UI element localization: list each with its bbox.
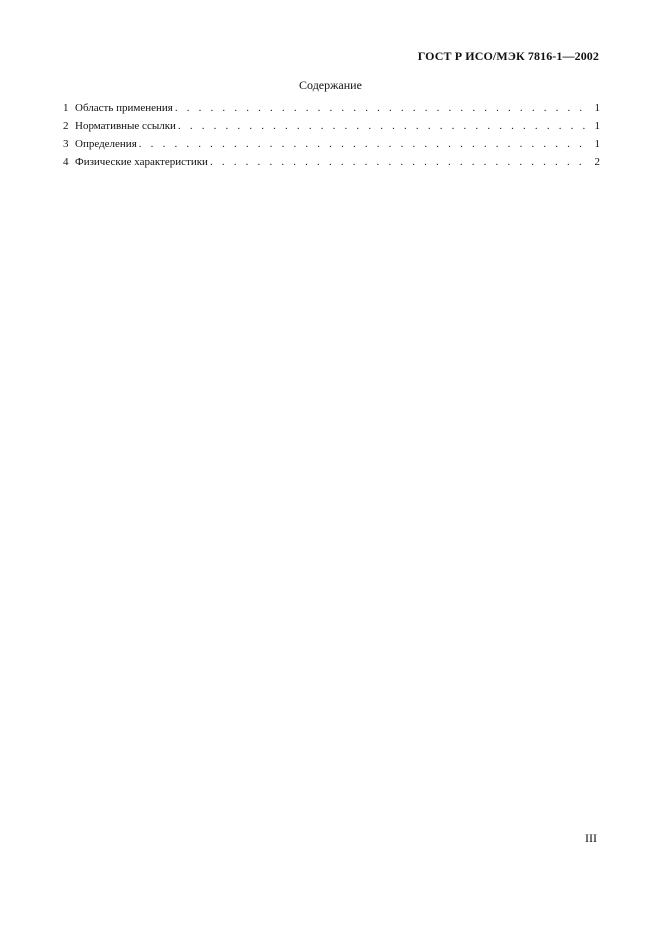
toc-entry-number: 4 [63, 156, 69, 168]
toc-entry[interactable] [63, 155, 600, 173]
toc-entry-title: Нормативные ссылки [75, 120, 176, 132]
toc-heading: Содержание [299, 78, 362, 92]
toc-dot-leader [178, 119, 588, 133]
toc-entry-page: 1 [594, 138, 600, 150]
toc-entry-title: Определения [75, 138, 137, 150]
toc-entry-number: 1 [63, 102, 69, 114]
toc-dot-leader [175, 101, 588, 115]
toc-entry-number: 3 [63, 138, 69, 150]
toc-entry-page: 2 [594, 156, 600, 168]
page-number: III [585, 831, 597, 845]
toc-entry-page: 1 [594, 102, 600, 114]
toc-dot-leader [210, 155, 588, 169]
toc-entry[interactable] [63, 137, 600, 155]
toc-entry-title: Физические характеристики [75, 156, 208, 168]
toc-entry-page: 1 [594, 120, 600, 132]
toc-entry[interactable] [63, 101, 600, 119]
toc-dot-leader [139, 137, 588, 151]
toc-entry-title: Область применения [75, 102, 173, 114]
toc-entry[interactable] [63, 119, 600, 137]
table-of-contents [63, 101, 600, 173]
document-code: ГОСТ Р ИСО/МЭК 7816-1—2002 [417, 49, 599, 63]
toc-entry-number: 2 [63, 120, 69, 132]
